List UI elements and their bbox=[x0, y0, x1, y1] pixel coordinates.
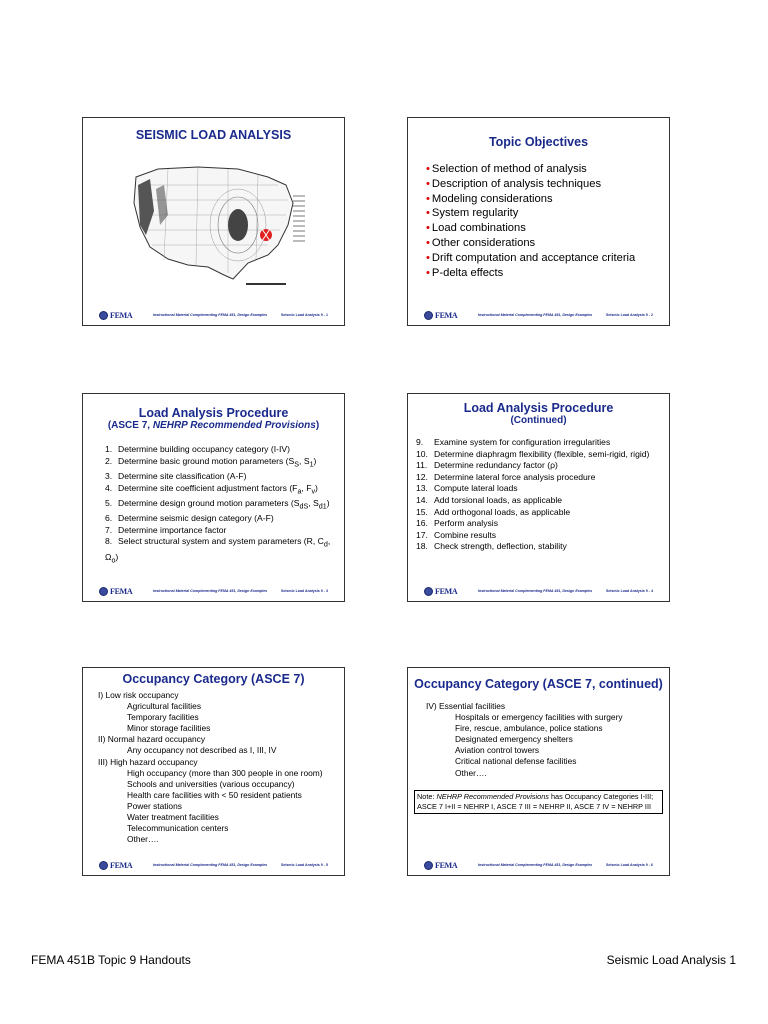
list-item: Schools and universities (various occupancy) bbox=[127, 778, 295, 789]
slide-title: Occupancy Category (ASCE 7, continued) bbox=[414, 677, 663, 691]
fema-logo: FEMA bbox=[99, 311, 132, 320]
dhs-seal-icon bbox=[424, 861, 433, 870]
dhs-seal-icon bbox=[99, 861, 108, 870]
list-item: 18. Check strength, deflection, stability bbox=[416, 541, 567, 552]
slide-title: Topic Objectives bbox=[488, 135, 589, 149]
dhs-seal-icon bbox=[99, 311, 108, 320]
nehrp-note: Note: NEHRP Recommended Provisions has Occupancy Categories I-III; ASCE 7 I+II = NEHRP I, ASCE 7 III = NEHRP II, ASCE 7 IV = NEHRP III bbox=[414, 790, 663, 814]
list-item: 12. Determine lateral force analysis procedure bbox=[416, 471, 596, 482]
slide-title: Load Analysis Procedure bbox=[138, 406, 289, 420]
procedure-steps bbox=[105, 444, 340, 567]
list-item: Other…. bbox=[127, 834, 159, 845]
fema-logo: FEMA bbox=[424, 587, 457, 596]
list-item: High occupancy (more than 300 people in one room) bbox=[127, 767, 323, 778]
occupancy-list bbox=[98, 690, 323, 845]
slide-title: Occupancy Category (ASCE 7) bbox=[122, 672, 305, 686]
list-item: Telecommunication centers bbox=[127, 823, 229, 834]
slide-occupancy-category-continued bbox=[407, 667, 670, 876]
dhs-seal-icon bbox=[424, 311, 433, 320]
list-item: • Selection of method of analysis bbox=[426, 162, 635, 177]
list-item: I) Low risk occupancy bbox=[98, 690, 179, 700]
list-item: 14. Add torsional loads, as applicable bbox=[416, 494, 563, 505]
slide-footer: FEMA Instructional Material Complementing FEMA 451, Design Examples Seismic Load Analysis 9 - 6 bbox=[408, 856, 669, 870]
list-item: II) Normal hazard occupancy bbox=[98, 734, 206, 745]
list-item: Power stations bbox=[127, 800, 182, 811]
slide-occupancy-category bbox=[82, 667, 345, 876]
list-item: 11. Determine redundancy factor (ρ) bbox=[416, 460, 558, 471]
list-item: 6. Determine seismic design category (A-F) bbox=[105, 513, 274, 524]
slide-footer: FEMA Instructional Material Complementing FEMA 451, Design Examples Seismic Load Analysis 9 - 3 bbox=[83, 582, 344, 596]
slide-footer: FEMA Instructional Material Complementing FEMA 451, Design Examples Seismic Load Analysis 9 - 5 bbox=[83, 856, 344, 870]
list-item: Designated emergency shelters bbox=[455, 734, 573, 745]
list-item: • Load combinations bbox=[426, 221, 635, 236]
page-footer-left: FEMA 451B Topic 9 Handouts bbox=[31, 953, 191, 967]
slide-title: Load Analysis Procedure bbox=[463, 401, 614, 415]
slide-load-analysis-procedure bbox=[82, 393, 345, 602]
page-footer-right: Seismic Load Analysis 1 bbox=[606, 953, 736, 967]
slide-load-analysis-procedure-continued bbox=[407, 393, 670, 602]
slide-footer: FEMA Instructional Material Complementing FEMA 451, Design Examples Seismic Load Analysis 9 - 2 bbox=[408, 306, 669, 320]
slide-subtitle: (ASCE 7, NEHRP Recommended Provisions) bbox=[107, 420, 320, 431]
list-item: Critical national defense facilities bbox=[455, 756, 577, 767]
list-item: 1. Determine building occupancy category (I-IV) bbox=[105, 444, 290, 454]
fema-logo: FEMA bbox=[99, 861, 132, 870]
list-item: Temporary facilities bbox=[127, 712, 199, 723]
list-item: Fire, rescue, ambulance, police stations bbox=[455, 723, 603, 734]
dhs-seal-icon bbox=[424, 587, 433, 596]
list-item: Any occupancy not described as I, III, IV bbox=[127, 745, 277, 756]
list-item: 3. Determine site classification (A-F) bbox=[105, 470, 247, 481]
slide-title: SEISMIC LOAD ANALYSIS bbox=[135, 128, 292, 142]
list-item: 17. Combine results bbox=[416, 529, 497, 540]
list-item: III) High hazard occupancy bbox=[98, 756, 198, 767]
slide-topic-objectives bbox=[407, 117, 670, 326]
list-item: Water treatment facilities bbox=[127, 812, 219, 823]
list-item: 13. Compute lateral loads bbox=[416, 483, 518, 494]
slide-footer: FEMA Instructional Material Complementing FEMA 451, Design Examples Seismic Load Analysis 9 - 1 bbox=[83, 306, 344, 320]
list-item: 7. Determine importance factor bbox=[105, 524, 227, 535]
list-item: 8. Select structural system and system parameters (R, $C_d$, $\Omega_o$) bbox=[105, 536, 331, 565]
list-item: Minor storage facilities bbox=[127, 723, 211, 734]
list-item: 10. Determine diaphragm flexibility (flexible, semi-rigid, rigid) bbox=[416, 448, 650, 459]
fema-logo: FEMA bbox=[424, 861, 457, 870]
list-item: Agricultural facilities bbox=[127, 701, 202, 712]
list-item: 4. Determine site coefficient adjustment factors ($F_a$, $F_v$) bbox=[105, 482, 318, 496]
slide-seismic-load-analysis bbox=[82, 117, 345, 326]
list-item: • System regularity bbox=[426, 206, 635, 221]
occupancy-list bbox=[426, 701, 623, 779]
list-item: Health care facilities with < 50 resident patients bbox=[127, 789, 302, 800]
seismic-hazard-map bbox=[128, 155, 308, 295]
list-item: • Other considerations bbox=[426, 236, 635, 251]
list-item: • Description of analysis techniques bbox=[426, 177, 635, 192]
slide-footer: FEMA Instructional Material Complementing FEMA 451, Design Examples Seismic Load Analysis 9 - 4 bbox=[408, 582, 669, 596]
objectives-list bbox=[426, 162, 635, 280]
list-item: Aviation control towers bbox=[455, 745, 540, 756]
dhs-seal-icon bbox=[99, 587, 108, 596]
list-item: Other…. bbox=[455, 767, 487, 778]
list-item: 9. Examine system for configuration irregularities bbox=[416, 437, 611, 447]
list-item: 2. Determine basic ground motion parameters ($S_S$, $S_1$) bbox=[105, 455, 317, 469]
procedure-steps bbox=[416, 437, 666, 553]
list-item: • P-delta effects bbox=[426, 266, 635, 281]
slide-subtitle: (Continued) bbox=[510, 415, 567, 426]
list-item: • Modeling considerations bbox=[426, 192, 635, 207]
list-item: 15. Add orthogonal loads, as applicable bbox=[416, 506, 571, 517]
list-item: • Drift computation and acceptance criteria bbox=[426, 251, 635, 266]
list-item: 5. Determine design ground motion parameters ($S_{dS}$, $S_{d1}$) bbox=[105, 497, 330, 511]
fema-logo: FEMA bbox=[424, 311, 457, 320]
list-item: IV) Essential facilities bbox=[426, 701, 506, 711]
list-item: Hospitals or emergency facilities with surgery bbox=[455, 712, 623, 723]
fema-logo: FEMA bbox=[99, 587, 132, 596]
list-item: 16. Perform analysis bbox=[416, 518, 498, 529]
